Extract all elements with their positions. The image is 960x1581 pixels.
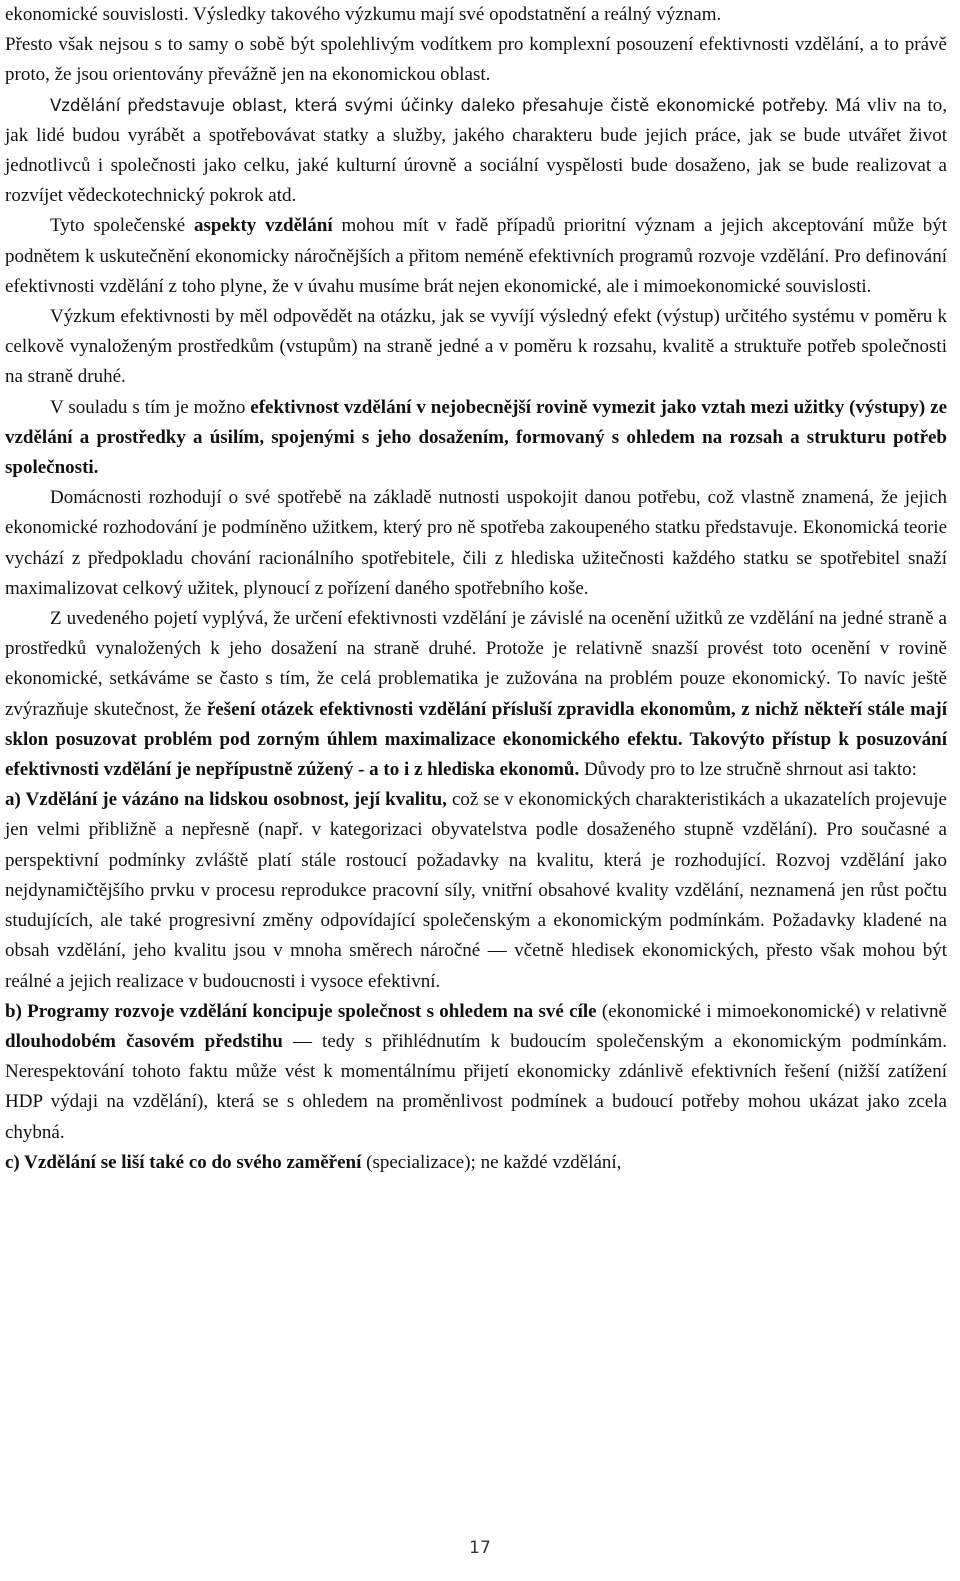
paragraph-4: Výzkum efektivnosti by měl odpovědět na otázku, jak se vyvíjí výsledný efekt (výstup) určitého systému v poměru k celkově vynaloženým prostředkům (vstupům) na straně jedné a v poměru k rozsahu, kvalitě a struktuře potřeb společnosti na straně druhé. bbox=[5, 306, 947, 388]
text: ekonomické souvislosti. Výsledky takového výzkumu mají své opodstatnění a reálný význam. bbox=[5, 4, 722, 25]
text: (ekonomické i mimoekonomické) v relativně bbox=[596, 1000, 947, 1022]
text: Tyto společenské bbox=[50, 215, 194, 237]
text: (specializace); ne každé vzdělání, bbox=[361, 1151, 622, 1173]
paragraph-3 bbox=[5, 211, 947, 302]
page-number: 17 bbox=[469, 1538, 491, 1558]
list-item-a bbox=[5, 785, 947, 996]
bold-text: c) Vzdělání se liší také co do svého zaměření bbox=[5, 1151, 362, 1173]
paragraph-2 bbox=[5, 91, 947, 212]
paragraph-1 bbox=[5, 0, 947, 91]
text: — tedy s přihlédnutím k budoucím společenským a ekonomickým podmínkám. bbox=[282, 1030, 947, 1052]
paragraph-5 bbox=[5, 393, 947, 484]
text: což se v ekonomických charakteristikách a ukazatelích projevuje jen velmi přibližně a nepřesně (např. v kategorizaci obyvatelstva podle dosaženého stupně vzdělání). bbox=[5, 789, 947, 841]
text: Důvody pro to lze stručně shrnout asi takto: bbox=[579, 759, 917, 781]
bold-text: a) Vzdělání je vázáno na lidskou osobnost, její kvalitu, bbox=[5, 789, 447, 811]
text: Z uvedeného pojetí vyplývá, že určení efektivnosti vzdělání je závislé na ocenění užitků ze vzdělání na jedné straně a prostředků vynaložených k jeho dosažení na straně druhé. Protože je relativně snazší provést toto ocenění v rovině ekonomické, setkáváme se často s tím, že celá problematika je zužována na problém pouze ekonomický. To navíc ještě zvýrazňuje skutečnost, že bbox=[5, 608, 947, 720]
bold-text: řešení otázek efektivnosti vzdělání přísluší zpravidla ekonomům, z nichž někteří stále mají sklon posuzovat problém pod zorným úhlem maximalizace ekonomického efektu. Takovýto přístup k posuzování efektivnosti vzdělání je nepřípustně zúžený - a to i z hlediska ekonomů. bbox=[5, 698, 947, 781]
text: Přesto však nejsou s to samy o sobě být spolehlivým vodítkem pro komplexní posouzení efektivnosti vzdělání, a to právě proto, že jsou orientovány převážně jen na ekonomickou oblast. bbox=[5, 34, 947, 86]
bold-text: efektivnost vzdělání v nejobecnější rovině vymezit jako vztah mezi užitky (výstupy) ze vzdělání a prostředky a úsilím, spojenými s jeho dosažením, formovaný s ohledem na rozsah a strukturu potřeb společnosti. bbox=[5, 396, 947, 479]
text: Domácnosti rozhodují o své spotřebě na základě nutnosti uspokojit danou potřebu, což vlastně znamená, že jejich ekonomické rozhodování je podmíněno užitkem, který pro ně spotřeba zakoupeného statku představuje. bbox=[5, 487, 947, 539]
text: Pro definování efektivnosti vzdělání z toho plyne, že v úvahu musíme brát nejen ekonomické, ale i mimoekonomické souvislosti. bbox=[5, 245, 947, 297]
text: Pro současné a perspektivní podmínky zvláště platí stále rostoucí požadavky na kvalitu, která je rozhodující. Rozvoj vzdělání jako nejdynamičtějšího prvku v procesu reprodukce pracovní síly, vnitřní obsahové kvality vzdělání, neznamená jen růst počtu studujících, ale také progresivní změny odpovídající společenským a ekonomickým podmínkám. Požadavky kladené na obsah vzdělání, jeho kvalitu jsou v mnoha směrech náročné — včetně hledisek ekonomických, přesto však mohou být reálné a jejich realizace v budoucnosti i vysoce efektivní. bbox=[5, 819, 947, 992]
list-item-c bbox=[5, 1148, 947, 1178]
document-page bbox=[5, 0, 947, 1178]
bold-text: b) Programy rozvoje vzdělání koncipuje společnost s ohledem na své cíle bbox=[5, 1000, 597, 1022]
text: Nerespektování tohoto faktu může vést k momentálnímu přijetí ekonomicky zdánlivě efektivních řešení (nižší zatížení HDP výdaji na vzdělání), která se s ohledem na proměnlivost podmínek a budoucí potřeby mohou ukázat jako zcela chybná. bbox=[5, 1061, 947, 1143]
list-item-b bbox=[5, 997, 947, 1148]
text: Má vliv na to, jak lidé budou vyrábět a spotřebovávat statky a služby, jakého charakteru bude jejich práce, jak se bude utvářet život jednotlivců i společnosti jako celku, jaké kulturní úrovně a sociální vyspělosti bude dosaženo, jak se bude realizovat a rozvíjet vědeckotechnický pokrok atd. bbox=[5, 94, 947, 207]
text: Vzdělání představuje oblast, která svými účinky daleko přesahuje čistě ekonomické potřeby. bbox=[50, 95, 829, 115]
text: V souladu s tím je možno bbox=[50, 396, 251, 418]
text: Ekonomická teorie vychází z předpokladu chování racionálního spotřebitele, čili z hlediska užitečnosti každého statku se spotřebitel snaží maximalizovat celkový užitek, plynoucí z pořízení daného spotřebního koše. bbox=[5, 517, 948, 599]
paragraph-7 bbox=[5, 604, 947, 785]
paragraph-6 bbox=[5, 483, 947, 604]
bold-text: dlouhodobém časovém předstihu bbox=[5, 1030, 283, 1052]
text: mohou mít v řadě případů prioritní význam a jejich akceptování může být podnětem k uskutečnění ekonomicky náročnějších a přitom neméně efektivních programů rozvoje vzdělání. bbox=[5, 215, 947, 267]
bold-text: aspekty vzdělání bbox=[193, 215, 333, 237]
